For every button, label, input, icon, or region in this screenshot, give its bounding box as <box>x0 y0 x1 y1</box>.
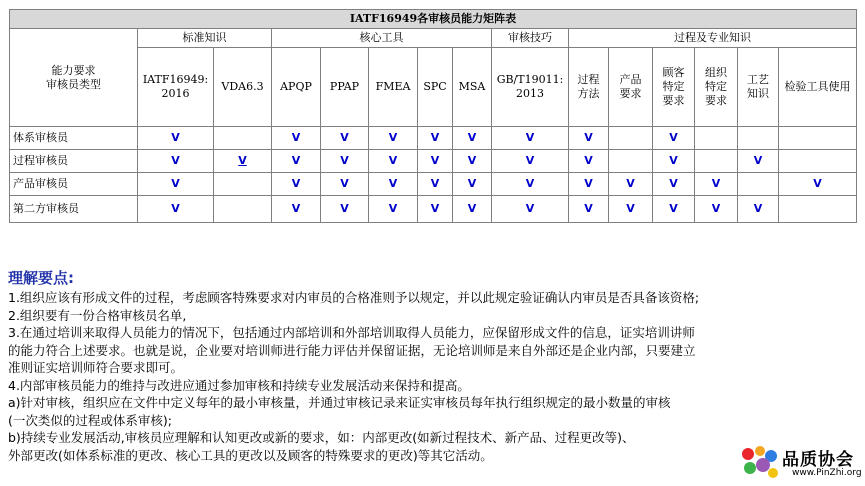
matrix-cell <box>453 127 492 150</box>
row-label: 产品审核员 <box>10 173 138 196</box>
logo-dot <box>744 462 756 474</box>
matrix-cell <box>695 173 738 196</box>
matrix-cell <box>569 196 609 223</box>
matrix-cell <box>695 127 738 150</box>
check-mark: V <box>171 131 180 144</box>
check-mark: V <box>238 154 247 167</box>
check-mark: V <box>669 202 678 215</box>
logo-name: 品质协会 <box>782 450 854 470</box>
site-logo[interactable] <box>740 444 862 484</box>
note-line: b)持续专业发展活动,审核员应理解和认知更改或新的要求，如：内部更改(如新过程技术、新产品、过程更改等)、 <box>8 430 635 445</box>
matrix-cell <box>492 173 569 196</box>
matrix-cell <box>369 196 418 223</box>
check-mark: V <box>669 131 678 144</box>
check-mark: V <box>626 202 635 215</box>
row-label: 过程审核员 <box>10 150 138 173</box>
check-mark: V <box>753 202 763 215</box>
matrix-cell <box>214 150 272 173</box>
matrix-title: IATF16949各审核员能力矩阵表 <box>10 10 857 29</box>
check-mark: V <box>430 177 440 190</box>
check-mark: V <box>340 131 349 144</box>
column-header: 顾客 特定 要求 <box>653 48 695 127</box>
column-header: 工艺 知识 <box>738 48 779 127</box>
matrix-cell <box>492 196 569 223</box>
matrix-cell <box>214 127 272 150</box>
check-mark: V <box>291 131 301 144</box>
table-row <box>10 150 857 173</box>
column-header: FMEA <box>369 48 418 127</box>
note-line: 的能力符合上述要求。也就是说，企业要对培训师进行能力评估并保留证据，无论培训师是来自外部还是企业内部，只要建立 <box>8 342 696 358</box>
table-row <box>10 127 857 150</box>
logo-url: www.PinZhi.org <box>792 468 862 478</box>
column-header: 组织 特定 要求 <box>695 48 738 127</box>
matrix-cell <box>418 127 453 150</box>
check-mark: V <box>171 202 180 215</box>
group-header: 标准知识 <box>138 29 272 48</box>
note-line: 2.组织要有一份合格审核员名单, <box>8 307 187 323</box>
matrix-cell <box>418 173 453 196</box>
matrix-cell <box>321 196 369 223</box>
matrix-cell <box>738 196 779 223</box>
notes-heading: 理解要点: <box>8 269 74 287</box>
check-mark: V <box>291 202 301 215</box>
colored-dots-icon <box>740 446 780 482</box>
logo-dot <box>756 458 770 472</box>
column-header: VDA6.3 <box>214 48 272 127</box>
matrix-cell <box>609 127 653 150</box>
check-mark: V <box>711 202 721 215</box>
column-header: SPC <box>418 48 453 127</box>
check-mark: V <box>669 177 678 190</box>
matrix-cell <box>138 173 214 196</box>
check-mark: V <box>430 154 440 167</box>
check-mark: V <box>340 202 349 215</box>
matrix-cell <box>779 173 857 196</box>
group-header: 过程及专业知识 <box>569 29 857 48</box>
row-label: 第二方审核员 <box>10 196 138 223</box>
check-mark: V <box>753 154 763 167</box>
note-line: 3.在通过培训来取得人员能力的情况下，包括通过内部培训和外部培训取得人员能力，应保留形成文件的信息，证实培训讲师 <box>8 325 695 340</box>
note-line: 外部更改(如体系标准的更改、核心工具的更改以及顾客的特殊要求的更改)等其它活动。 <box>8 447 493 463</box>
check-mark: V <box>467 131 477 144</box>
matrix-cell <box>653 127 695 150</box>
matrix-cell <box>453 196 492 223</box>
matrix-cell <box>569 173 609 196</box>
check-mark: V <box>669 154 678 167</box>
note-line: (一次类似的过程或体系审核); <box>8 412 172 428</box>
check-mark: V <box>291 154 301 167</box>
logo-dot <box>768 468 778 478</box>
row-label: 体系审核员 <box>10 127 138 150</box>
check-mark: V <box>171 154 180 167</box>
column-header: IATF16949: 2016 <box>138 48 214 127</box>
matrix-cell <box>321 150 369 173</box>
matrix-cell <box>418 196 453 223</box>
matrix-cell <box>272 127 321 150</box>
logo-dot <box>742 448 754 460</box>
group-header: 审核技巧 <box>492 29 569 48</box>
matrix-cell <box>453 173 492 196</box>
capability-matrix-table <box>9 9 857 223</box>
check-mark: V <box>291 177 301 190</box>
check-mark: V <box>584 177 593 190</box>
column-header: 产品 要求 <box>609 48 653 127</box>
check-mark: V <box>388 154 398 167</box>
matrix-cell <box>272 150 321 173</box>
matrix-cell <box>779 150 857 173</box>
group-header: 核心工具 <box>272 29 492 48</box>
notes-lines <box>8 289 858 464</box>
check-mark: V <box>711 177 721 190</box>
check-mark: V <box>626 177 635 190</box>
corner-label: 能力要求 审核员类型 <box>10 29 138 127</box>
column-header: GB/T19011: 2013 <box>492 48 569 127</box>
check-mark: V <box>430 131 440 144</box>
matrix-cell <box>492 127 569 150</box>
matrix-cell <box>609 173 653 196</box>
matrix-cell <box>321 127 369 150</box>
check-mark: V <box>388 202 398 215</box>
column-header: APQP <box>272 48 321 127</box>
check-mark: V <box>388 131 398 144</box>
matrix-cell <box>453 150 492 173</box>
matrix-cell <box>609 150 653 173</box>
matrix-cell <box>492 150 569 173</box>
matrix-cell <box>214 173 272 196</box>
matrix-cell <box>609 196 653 223</box>
matrix-cell <box>738 173 779 196</box>
check-mark: V <box>430 202 440 215</box>
table-row <box>10 196 857 223</box>
check-mark: V <box>584 131 593 144</box>
note-line: 准则证实培训师符合要求即可。 <box>8 360 184 375</box>
check-mark: V <box>525 131 535 144</box>
check-mark: V <box>467 154 477 167</box>
column-header: 过程 方法 <box>569 48 609 127</box>
column-header: 检验工具使用 <box>779 48 857 127</box>
matrix-cell <box>369 173 418 196</box>
note-line: 4.内部审核员能力的维持与改进应通过参加审核和持续专业发展活动来保持和提高。 <box>8 377 470 393</box>
check-mark: V <box>467 177 477 190</box>
matrix-cell <box>272 173 321 196</box>
matrix-cell <box>738 127 779 150</box>
check-mark: V <box>340 177 349 190</box>
table-row <box>10 173 857 196</box>
matrix-cell <box>738 150 779 173</box>
check-mark: V <box>813 177 822 190</box>
matrix-cell <box>653 150 695 173</box>
matrix-cell <box>369 150 418 173</box>
matrix-cell <box>695 196 738 223</box>
matrix-cell <box>138 196 214 223</box>
column-header: PPAP <box>321 48 369 127</box>
check-mark: V <box>467 202 477 215</box>
matrix-cell <box>272 196 321 223</box>
matrix-cell <box>653 173 695 196</box>
matrix-cell <box>779 196 857 223</box>
check-mark: V <box>525 154 535 167</box>
check-mark: V <box>584 202 593 215</box>
note-line: a)针对审核，组织应在文件中定义每年的最小审核量，并通过审核记录来证实审核员每年执行组织规定的最小数量的审核 <box>8 395 671 410</box>
check-mark: V <box>525 177 535 190</box>
matrix-cell <box>569 150 609 173</box>
check-mark: V <box>340 154 349 167</box>
check-mark: V <box>525 202 535 215</box>
matrix-cell <box>214 196 272 223</box>
matrix-cell <box>695 150 738 173</box>
check-mark: V <box>388 177 398 190</box>
matrix-cell <box>653 196 695 223</box>
check-mark: V <box>171 177 180 190</box>
note-line: 1.组织应该有形成文件的过程，考虑顾客特殊要求对内审员的合格准则予以规定，并以此规定验证确认内审员是否具备该资格; <box>8 290 700 305</box>
matrix-cell <box>418 150 453 173</box>
notes-section <box>8 268 858 464</box>
column-header: MSA <box>453 48 492 127</box>
check-mark: V <box>584 154 593 167</box>
matrix-cell <box>779 127 857 150</box>
matrix-cell <box>369 127 418 150</box>
matrix-cell <box>569 127 609 150</box>
matrix-cell <box>138 150 214 173</box>
matrix-cell <box>321 173 369 196</box>
matrix-cell <box>138 127 214 150</box>
logo-dot <box>755 446 765 456</box>
